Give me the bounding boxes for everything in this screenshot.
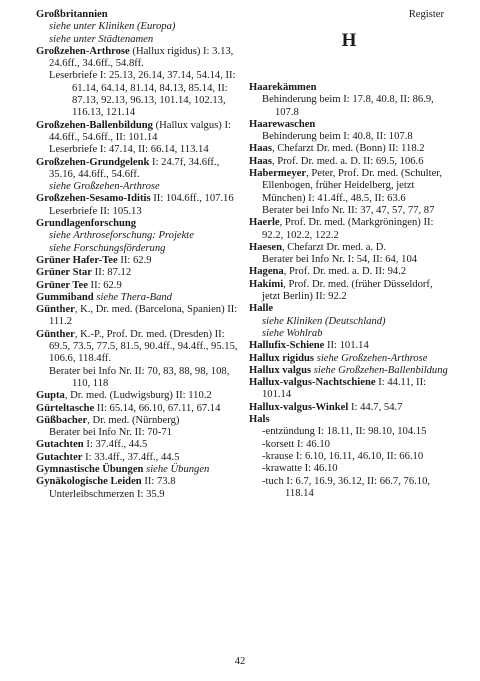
entry-term: Großzehen-Ballenbildung — [36, 119, 153, 131]
entry-term: Hallux rigidus — [249, 352, 315, 364]
entry-text: (Hallux rigidus) I: 3.13, 24.6ff., 34.6ff., 54.8ff. — [49, 45, 234, 70]
index-entry — [36, 415, 241, 427]
index-entry — [36, 120, 241, 145]
entry-text: Leserbriefe II: 105.13 — [49, 205, 142, 217]
entry-term: Grundlagenforschung — [36, 218, 137, 230]
entry-term: Grüner Tee — [36, 279, 88, 291]
index-entry — [36, 34, 241, 46]
index-entry — [36, 267, 241, 279]
letter-heading: H — [341, 30, 357, 51]
index-entry — [249, 205, 449, 217]
entry-text: -tuch I: 6.7, 16.9, 36.12, II: 66.7, 76.10, 118.14 — [262, 475, 431, 499]
entry-text: siehe Arthroseforschung: Projekte — [49, 230, 194, 242]
index-entry — [249, 316, 449, 328]
index-entry — [249, 414, 449, 426]
index-entry — [249, 279, 449, 304]
index-entry — [249, 426, 449, 438]
entry-term: Gutachten — [36, 439, 84, 451]
entry-text: Berater bei Info Nr. II: 70, 83, 88, 98, 108, 110, 118 — [49, 365, 230, 389]
entry-term: Haesen — [249, 241, 282, 253]
index-entry — [249, 463, 449, 475]
index-entry — [249, 377, 449, 402]
left-column — [36, 9, 241, 501]
right-entries — [249, 82, 449, 500]
index-entry — [249, 328, 449, 340]
entry-text: II: 104.6ff., 107.16 — [150, 193, 234, 205]
entry-term: Haas — [249, 155, 272, 167]
index-entry — [36, 243, 241, 255]
index-entry — [36, 21, 241, 33]
entry-term: Gummiband — [36, 291, 94, 303]
entry-text: II: 101.14 — [324, 340, 369, 352]
entry-term: Hallux-valgus-Nachtschiene — [249, 377, 376, 389]
entry-text: siehe Wohlrab — [262, 327, 323, 339]
entry-text: siehe Großzehen-Arthrose — [49, 181, 160, 193]
entry-text: siehe unter Städtenamen — [49, 33, 154, 45]
entry-text: , Dr. med. (Nürnberg) — [87, 414, 180, 426]
entry-text: (Hallux valgus) I: 44.6ff., 54.6ff., II: 101.14 — [49, 119, 231, 143]
entry-term: Gutachter — [36, 451, 83, 463]
index-entry — [36, 218, 241, 230]
index-entry — [36, 181, 241, 193]
entry-term: Hallufix-Schiene — [249, 340, 325, 352]
entry-text: -entzündung I: 18.11, II: 98.10, 104.15 — [262, 426, 427, 438]
entry-text: I: 24.7f, 34.6ff., 35.16, 44.6ff., 54.6ff. — [49, 156, 220, 180]
entry-text: Berater bei Info Nr. II: 70-71 — [49, 427, 172, 439]
entry-term: Günther — [36, 304, 75, 316]
entry-term: Haas — [249, 143, 272, 155]
entry-text: siehe Übungen — [143, 463, 210, 475]
entry-term: Haerle — [249, 217, 280, 229]
entry-term: Gymnastische Übungen — [36, 463, 144, 475]
entry-text: , Prof. Dr. med. (Markgröningen) II: 92.2, 102.2, 122.2 — [262, 217, 434, 241]
entry-text: , Chefarzt Dr. med. (Bonn) II: 118.2 — [271, 143, 425, 155]
entry-text: siehe Thera-Band — [93, 291, 172, 303]
index-entry — [249, 365, 449, 377]
index-entry — [36, 193, 241, 205]
entry-text: Berater bei Info Nr. II: 37, 47, 57, 77, 87 — [262, 204, 435, 216]
entry-term: Hallux-valgus-Winkel — [249, 401, 349, 413]
left-entries — [36, 21, 241, 501]
entry-term: Güßbacher — [36, 414, 88, 426]
entry-text: I: 37.4ff., 44.5 — [83, 439, 148, 451]
entry-term: Günther — [36, 328, 75, 340]
entry-text: I: 44.7, 54.7 — [348, 401, 403, 413]
entry-text: II: 62.9 — [117, 254, 152, 266]
index-entry — [249, 119, 449, 131]
entry-text: siehe Großzehen-Ballenbildung — [311, 364, 448, 376]
entry-term: Gupta — [36, 390, 65, 402]
entry-term: Hakimi — [249, 278, 284, 290]
entry-term: Haarewaschen — [249, 118, 316, 130]
entry-text: Leserbriefe I: 47.14, II: 66.14, 113.14 — [49, 144, 209, 156]
index-entry — [249, 156, 449, 168]
entry-term: Hallux valgus — [249, 364, 312, 376]
index-entry — [36, 304, 241, 329]
index-entry — [249, 217, 449, 242]
index-entry — [249, 143, 449, 155]
index-entry — [249, 476, 449, 501]
index-entry — [249, 340, 449, 352]
entry-text: , K., Dr. med. (Barcelona, Spanien) II: 111.2 — [49, 304, 238, 328]
index-entry — [249, 242, 449, 254]
index-entry — [249, 402, 449, 414]
index-entry — [36, 439, 241, 451]
index-entry — [36, 476, 241, 488]
index-entry — [249, 303, 449, 315]
index-entry — [249, 451, 449, 463]
index-entry — [36, 452, 241, 464]
entry-text: , Chefarzt Dr. med. a. D. — [281, 241, 387, 253]
entry-term: Haarekämmen — [249, 82, 317, 93]
entry-term: Grüner Star — [36, 267, 93, 279]
entry-text: I: 33.4ff., 37.4ff., 44.5 — [82, 451, 180, 463]
index-entry — [249, 131, 449, 143]
entry-term: Großzehen-Arthrose — [36, 45, 130, 57]
index-entry — [249, 168, 449, 205]
entry-text: -krawatte I: 46.10 — [262, 463, 338, 475]
entry-term: Gynäkologische Leiden — [36, 476, 142, 488]
entry-term: Hals — [249, 414, 270, 426]
index-entry — [36, 390, 241, 402]
right-column — [249, 9, 449, 500]
entry-text: , Peter, Prof. Dr. med. (Schulter, Ellenbogen, früher Heidelberg, jetzt München) I: 41.4ff., 48.5, II: 63.6 — [262, 168, 443, 204]
entry-text: Unterleibschmerzen I: 35.9 — [49, 488, 165, 500]
section-label: Register — [408, 9, 444, 20]
entry-text: siehe unter Kliniken (Europa) — [49, 21, 176, 33]
entry-text: Leserbriefe I: 25.13, 26.14, 37.14, 54.14, II: 61.14, 64.14, 81.14, 84.13, 85.14, II: 87.13, 92.13, 96.13, 101.14, 102.13, 116.13, 121.14 — [49, 70, 236, 119]
entry-text: I: 44.11, II: 101.14 — [262, 377, 427, 401]
index-entry — [249, 94, 449, 119]
index-entry — [36, 427, 241, 439]
index-entry — [36, 46, 241, 71]
index-entry — [36, 230, 241, 242]
entry-text: siehe Großzehen-Arthrose — [314, 352, 428, 364]
index-entry — [36, 366, 241, 391]
entry-text: -korsett I: 46.10 — [262, 438, 330, 450]
entry-term: Hagena — [249, 266, 284, 278]
index-entry — [36, 329, 241, 366]
index-entry — [36, 489, 241, 501]
entry-text: II: 73.8 — [141, 476, 176, 488]
index-entry — [249, 82, 449, 94]
index-entry — [36, 255, 241, 267]
index-entry — [36, 403, 241, 415]
entry-term: Halle — [249, 303, 274, 315]
entry-text: , Dr. med. (Ludwigsburg) II: 110.2 — [64, 390, 212, 402]
entry-text: Behinderung beim I: 40.8, II: 107.8 — [262, 131, 413, 143]
index-entry — [36, 144, 241, 156]
entry-text: , K.-P., Prof. Dr. med. (Dresden) II: 69.5, 73.5, 77.5, 81.5, 90.4ff., 94.4ff., 95.15, 106.6, 118.4ff. — [49, 328, 238, 365]
index-entry — [36, 206, 241, 218]
entry-text: , Prof. Dr. med. a. D. II: 69.5, 106.6 — [271, 155, 424, 167]
entry-text: siehe Forschungsförderung — [49, 242, 166, 254]
running-head: Großbritannien — [36, 9, 108, 20]
entry-text: II: 62.9 — [87, 279, 122, 291]
entry-text: , Prof. Dr. med. (früher Düsseldorf, jetzt Berlin) II: 92.2 — [262, 278, 433, 303]
index-entry — [249, 439, 449, 451]
page-number: 42 — [234, 656, 246, 667]
index-entry — [249, 353, 449, 365]
entry-term: Gürteltasche — [36, 402, 95, 414]
entry-text: -krause I: 6.10, 16.11, 46.10, II: 66.10 — [262, 450, 424, 462]
entry-text: , Prof. Dr. med. a. D. II: 94.2 — [283, 266, 407, 278]
index-entry — [36, 292, 241, 304]
entry-term: Grüner Hafer-Tee — [36, 254, 118, 266]
index-entry — [36, 280, 241, 292]
index-entry — [249, 266, 449, 278]
index-entry — [36, 70, 241, 119]
entry-text: II: 87.12 — [92, 267, 132, 279]
entry-text: Behinderung beim I: 17.8, 40.8, II: 86.9, 107.8 — [262, 94, 434, 118]
entry-text: siehe Kliniken (Deutschland) — [262, 315, 386, 327]
index-entry — [36, 157, 241, 182]
entry-text: II: 65.14, 66.10, 67.11, 67.14 — [94, 402, 221, 414]
entry-term: Großzehen-Grundgelenk — [36, 156, 150, 168]
index-entry — [249, 254, 449, 266]
index-entry — [36, 464, 241, 476]
entry-text: Berater bei Info Nr. I: 54, II: 64, 104 — [262, 254, 418, 266]
entry-term: Großzehen-Sesamo-Iditis — [36, 193, 151, 205]
entry-term: Habermeyer — [249, 168, 307, 180]
